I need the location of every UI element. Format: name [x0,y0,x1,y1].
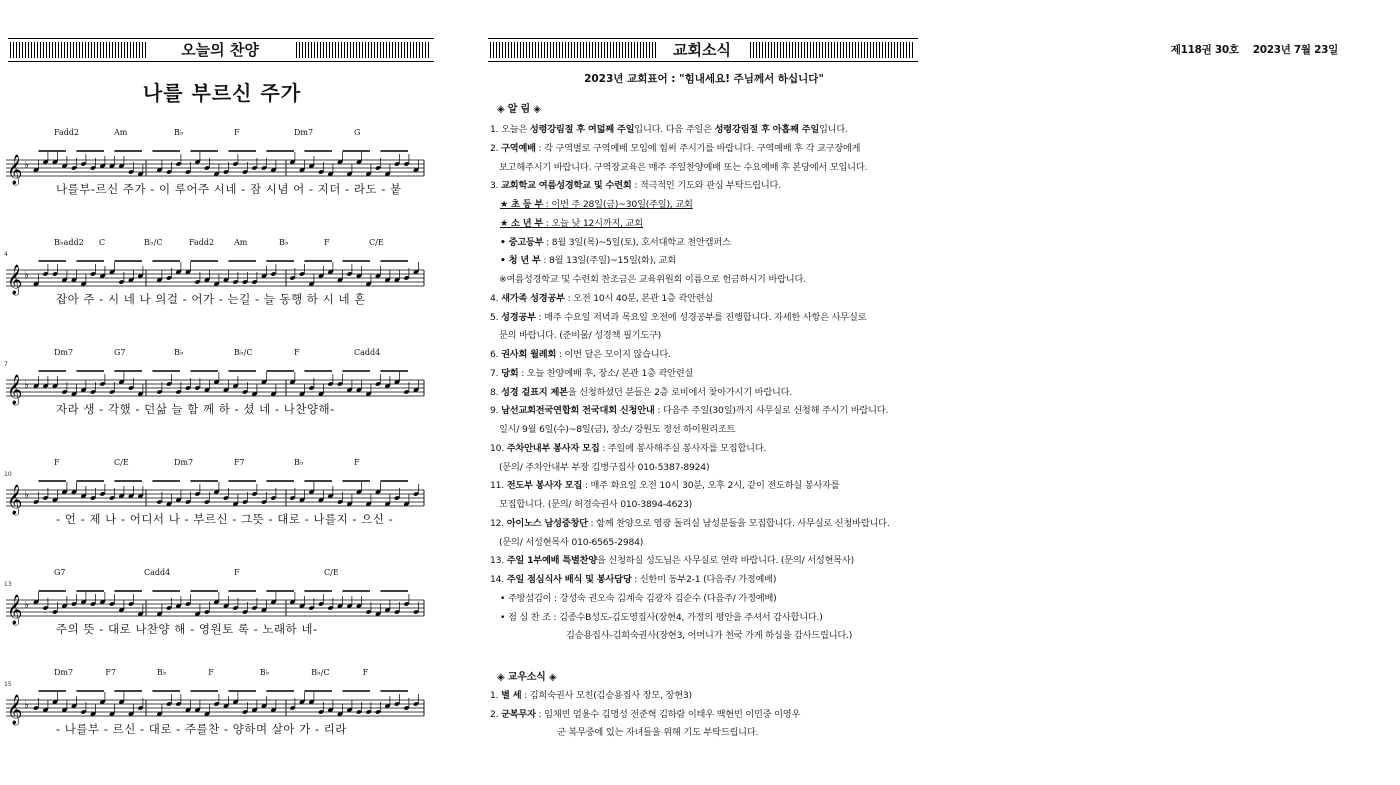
news-t-text: : 매주 수요일 저녁과 목요일 오전에 성경공부를 진행합니다. 자세한 사항은 사무실로 [535,311,867,323]
chord-symbol: Dm7 [54,348,74,357]
news-section-title: 교회소식 [660,39,744,61]
hatch-right [750,42,914,58]
chord-symbol: G7 [114,348,126,357]
news-t-text: : 매주 화요일 오전 10시 30분, 오후 2시, 같이 전도하실 봉사자를 [582,480,840,492]
news-line [490,349,671,361]
news-line [490,709,800,721]
news-b-text: 남선교회전국연합회 전국대회 신청안내 [501,405,655,417]
news-b-text: • 청 년 부 [500,255,541,267]
music-system [6,238,426,338]
chord-symbol: F [234,128,240,137]
news-t-text: 문의 바랍니다. (준비물/ 성경책 필기도구) [499,330,662,342]
news-n-text: 8. [490,386,499,398]
news-b-text: 주차안내부 봉사자 모집 [506,442,600,454]
news-line [490,443,766,455]
chord-symbol: B♭ [279,238,289,247]
news-line [499,462,709,474]
news-n-text: 2. [490,142,499,154]
news-n-text: 7. [490,367,499,379]
chord-symbol: B♭/C [144,238,163,247]
chord-symbol: Cadd4 [354,348,381,357]
chord-symbol: C/E [114,458,129,467]
church-motto: 2023년 교회표어 : "힘내세요! 주님께서 하십니다" [584,73,824,85]
news-b-text: 아이노스 남성중창단 [506,517,588,529]
news-t-text: : 오전 10시 40분, 본관 1층 곽안련실 [564,292,714,304]
news-t2-text: 입니다. 다음 주일은 [634,124,715,135]
measure-number: 7 [4,361,8,368]
chord-symbol: Am [114,128,128,137]
news-line [490,124,848,136]
lyrics-line: - 언 - 제 나 - 어디서 나 - 부르신 - 그뜻 - 대로 - 나를지 - 으신 - [56,512,394,526]
chord-symbol: B♭add2 [54,238,84,247]
news-n-text: 6. [490,349,499,360]
issue-volume: 제118권 30호 [1170,44,1239,56]
news-t-text: ※여름성경학교 및 수련회 찬조금은 교육위원회 이름으로 헌금하시기 바랍니다. [499,274,806,285]
measure-number: 15 [4,681,12,688]
news-t-text: : 신한미 동부2-1 (다음주/ 가정예배) [631,574,777,585]
news-b-text: 성경 겉표지 제본 [501,386,568,398]
news-b-text: 주일 점심식사 배식 및 봉사담당 [506,574,632,585]
news-line [490,690,692,702]
chord-symbol: Cadd4 [144,568,171,577]
chord-symbol: F7 [234,458,245,467]
issue-date: 2023년 7월 23일 [1252,44,1338,56]
hatch-left [10,42,146,58]
news-n-text: 1. [490,124,499,135]
news-t-text: 군 복무중에 있는 자녀들을 위해 기도 부탁드립니다. [557,727,759,738]
measure-number: 4 [4,251,8,258]
news-b-text: 군복무자 [501,708,536,720]
news-line [490,143,860,155]
news-n-text: 3. [490,180,499,192]
news-line [500,199,693,211]
news-t-text: : 함께 찬양으로 영광 돌리실 남성분들을 모집합니다. 사무실로 신청바랍니다. [587,517,890,529]
key-flat-icon: ♭ [24,160,29,171]
measure-number: 10 [4,471,12,478]
news-b-text: • 점 심 찬 조 [500,611,551,623]
news-n-text: 11. [490,480,505,492]
news-t-text: (문의/ 주차안내부 부장 김병구집사 010-5387-8924) [499,461,710,473]
music-system [6,128,426,228]
news-b-text: • 중고등부 [500,236,544,248]
news-line [490,368,693,380]
news-n-text: 14. [490,574,505,585]
measure-number: 13 [4,581,12,588]
chord-symbol: B♭/C [311,668,330,677]
music-system [6,458,426,558]
news-line [500,218,643,230]
hatch-right [296,42,430,58]
chord-symbol: B♭ [174,348,184,357]
chord-symbol: G7 [54,568,66,577]
news-b-text: 성경공부 [501,311,536,323]
news-b2-text: 성령강림절 후 여덟째 주일 [529,124,635,135]
news-line [490,555,854,567]
lyrics-line: 자라 생 - 각했 - 던삶 늘 함 께 하 - 셨 네 - 나찬양해- [56,402,335,416]
key-flat-icon: ♭ [24,600,29,611]
news-b-text: 권사회 월례회 [501,349,557,360]
news-t-text: 모집합니다. (문의/ 허경숙권사 010-3894-4623) [499,499,692,510]
news-t3-text: 입니다. [819,124,848,135]
key-flat-icon: ♭ [24,270,29,281]
news-t-text: : 주일에 봉사해주실 봉사자를 모집합니다. [599,442,767,454]
chord-symbol: F [294,348,300,357]
lyrics-line: 잡아 주 - 시 네 나 의걸 - 어가 - 는길 - 늘 동행 하 시 네 혼 [56,292,366,306]
chord-symbol: Dm7 [54,668,74,677]
key-flat-icon: ♭ [24,380,29,391]
news-n-text: 9. [490,405,499,417]
news-b-text: 구역예배 [501,142,536,154]
chord-symbol: F [54,458,60,467]
chord-symbol: F [234,568,240,577]
hymn-section-header [8,38,434,62]
news-t-text: : 임채빈 엄윤수 김명성 전준혁 김하람 이태우 백현빈 이민중 이영우 [535,708,801,720]
treble-clef-icon: 𝄞 [7,595,23,625]
news-line [566,630,852,642]
chord-symbol: B♭ [259,668,270,677]
news-line [490,574,776,586]
news-b-text: ★ 초 등 부 [500,199,544,210]
issue-info [1171,42,1338,57]
chord-symbol: Dm7 [294,128,314,137]
news-n-text: 12. [490,517,505,529]
news-line [490,518,890,530]
chord-symbol: Dm7 [174,458,194,467]
news-line [500,255,676,267]
news-b-text: • 주방섬김이 [500,592,552,604]
news-line [500,593,777,605]
chord-symbol: B♭ [294,458,304,467]
news-b-text: 당회 [501,367,519,379]
hymn-section-title: 오늘의 찬양 [150,39,290,61]
news-t-text: : 오늘 찬양예배 후, 장소/ 본관 1층 곽안련실 [518,367,694,379]
news-line [499,499,692,511]
news-b3-text: 성령강림절 후 아홉째 주일 [714,124,819,135]
chord-symbol: G [354,128,361,137]
news-line [557,727,758,739]
chord-symbol: C [99,238,106,247]
treble-clef-icon: 𝄞 [7,485,23,515]
chord-symbol: B♭/C [234,348,253,357]
news-line [499,162,867,174]
news-n-text: 1. [490,690,499,701]
notice-heading: ◈ 알 림 ◈ [497,104,541,115]
news-t-text: 오늘은 [501,124,530,135]
treble-clef-icon: 𝄞 [7,265,23,295]
song-title: 나를 부르신 주가 [142,81,302,105]
news-line [490,293,713,305]
news-n-text: 13. [490,555,505,567]
news-line [490,180,781,192]
music-system [6,668,426,768]
news-n-text: 10. [490,442,505,454]
news-line [490,387,792,399]
news-t-text: : 강성숙 권오숙 김계숙 김광자 김순수 (다음주/ 가정예배) [551,592,777,604]
news-b-text: 새가족 성경공부 [501,292,565,304]
lyrics-line: - 나를부 - 르신 - 대로 - 주를찬 - 양하며 살아 가 - 리라 [56,722,347,736]
news-line [499,424,735,436]
music-system [6,568,426,668]
chord-symbol: C/E [369,238,384,247]
chord-symbol: F [362,668,369,677]
news-b-text: 교회학교 여름성경학교 및 수련회 [501,180,632,192]
music-system [6,348,426,448]
news-t-text: : 오늘 낮 12시까지, 교회 [543,217,643,229]
chord-symbol: Fadd2 [189,238,215,247]
chord-symbol: F [324,238,330,247]
news-t-text: 을 신청하실 성도님은 사무실로 연락 바랍니다. (문의/ 서성현목사) [597,555,855,567]
chord-symbol: F [354,458,360,467]
news-b-text: 전도부 봉사자 모집 [506,480,583,492]
news-t-text: 보고해주시기 바랍니다. 구역장교육은 매주 주일찬양예배 또는 수요예배 후 본당에서 모입니다. [499,161,868,173]
news-b-text: 주일 1부예배 특별찬양 [506,555,598,567]
chord-symbol: C/E [324,568,339,577]
news-line [490,480,840,492]
news-line [500,612,823,624]
news-line [500,237,731,249]
news-line [499,330,661,342]
news-t-text: : 각 구역별로 구역예배 모임에 힘써 주시기를 바랍니다. 구역예배 후 각 교구장에게 [535,142,861,154]
hatch-left [490,42,656,58]
news-t-text: : 이번 주 28일(금)~30일(주일), 교회 [543,199,693,210]
news-section-header [488,38,918,62]
news-t-text: : 김희숙권사 모친(김승용집사 장모, 장현3) [521,690,692,701]
news-line [499,537,643,549]
chord-symbol: F7 [105,668,117,677]
news-t-text: : 김종수B성도-김도영집사(장현4, 가정의 평안을 주셔서 감사합니다.) [550,611,823,623]
news-t-text: : 8월 13일(주일)~15일(화), 교회 [540,255,676,267]
news-n-text: 4. [490,292,499,304]
news-t-text: 김승용집사-김희숙권사(장현3, 어머니가 천국 가게 하심을 감사드립니다.) [566,630,853,642]
treble-clef-icon: 𝄞 [7,375,23,405]
news-line [490,312,866,324]
chord-symbol: F [208,668,214,677]
treble-clef-icon: 𝄞 [7,155,23,185]
key-flat-icon: ♭ [24,700,29,711]
key-flat-icon: ♭ [24,490,29,501]
news-n-text: 5. [490,311,499,323]
member-news-heading: ◈ 교우소식 ◈ [497,672,557,683]
news-n-text: 2. [490,708,499,720]
news-t-text: : 8월 3일(목)~5일(토), 호서대학교 천안캠퍼스 [543,236,731,248]
news-t-text: : 다음주 주일(30일)까지 사무실로 신청해 주시기 바랍니다. [654,405,889,417]
chord-symbol: Fadd2 [54,128,80,137]
chord-symbol: Am [234,238,248,247]
news-t-text: 을 신청하셨던 분들은 2층 로비에서 찾아가시기 바랍니다. [567,386,793,398]
news-line [490,405,888,417]
lyrics-line: 주의 뜻 - 대로 나찬양 해 - 영원토 록 - 노래하 네- [56,622,318,636]
lyrics-line: 나를부-르신 주가 - 이 루어주 시네 - 잠 시념 어 - 지더 - 라도 - 붙 [56,182,402,196]
news-b-text: 별 세 [501,690,522,701]
chord-symbol: B♭ [156,668,167,677]
news-b-text: ★ 소 년 부 [500,217,544,229]
chord-symbol: B♭ [174,128,184,137]
news-line [499,274,806,286]
news-t-text: : 이번 달은 모이지 않습니다. [556,349,671,360]
news-t-text: : 적극적인 기도와 관심 부탁드립니다. [631,180,781,192]
news-t-text: 일시/ 9월 6일(수)~8일(금), 장소/ 강원도 정선 하이원리조트 [499,424,736,435]
news-t-text: (문의/ 서성현목사 010-6565-2984) [499,536,644,548]
treble-clef-icon: 𝄞 [7,695,23,725]
